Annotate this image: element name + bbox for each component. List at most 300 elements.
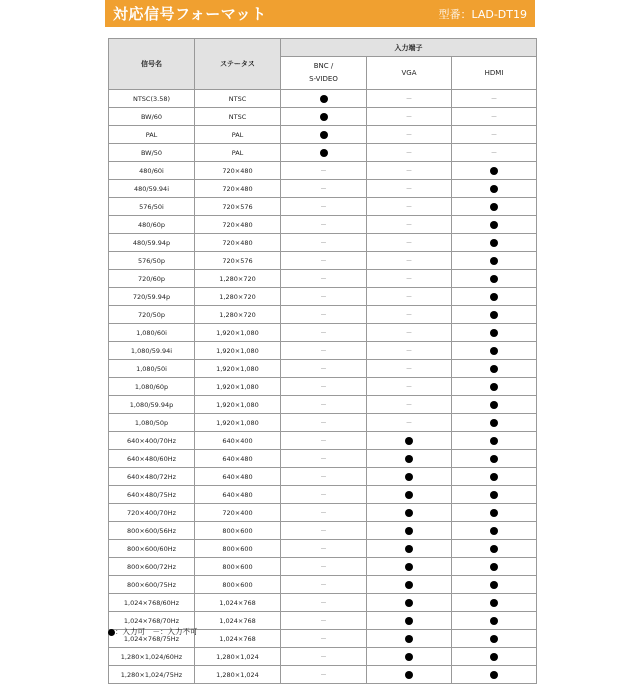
header-signal: 信号名 [109,39,195,90]
table-row [109,396,537,414]
status-cell: 1,920×1,080 [195,378,281,396]
hdmi-cell [452,468,537,486]
bnc-cell [281,576,367,594]
supported-dot-icon [490,527,498,535]
hdmi-cell [452,630,537,648]
status-cell: 1,280×1,024 [195,648,281,666]
bnc-cell [281,504,367,522]
unsupported-dash: － [490,130,498,139]
status-cell: 720×576 [195,198,281,216]
vga-cell [367,486,452,504]
signal-cell: 1,024×768/75Hz [109,630,195,648]
table-row [109,198,537,216]
vga-cell [367,360,452,378]
unsupported-dash: － [320,580,327,589]
table-row [109,306,537,324]
legend-dot-icon [108,629,115,636]
hdmi-cell [452,378,537,396]
unsupported-dash: － [405,148,413,157]
vga-cell [367,540,452,558]
unsupported-dash: － [405,256,413,265]
hdmi-cell [452,180,537,198]
status-cell: PAL [195,126,281,144]
status-cell: 640×480 [195,486,281,504]
bnc-cell [281,486,367,504]
unsupported-dash: － [320,364,327,373]
unsupported-dash: － [320,454,327,463]
vga-cell [367,612,452,630]
supported-dot-icon [490,419,498,427]
table-row [109,504,537,522]
bnc-cell [281,666,367,684]
hdmi-cell [452,558,537,576]
table-row [109,288,537,306]
unsupported-dash: － [320,220,327,229]
unsupported-dash: － [320,490,327,499]
unsupported-dash: － [405,310,413,319]
unsupported-dash: － [405,400,413,409]
hdmi-cell [452,414,537,432]
unsupported-dash: － [490,148,498,157]
bnc-cell [281,252,367,270]
signal-cell: 640×480/72Hz [109,468,195,486]
vga-cell [367,414,452,432]
table-row [109,522,537,540]
table-row [109,486,537,504]
table-row [109,432,537,450]
status-cell: 1,024×768 [195,630,281,648]
hdmi-cell [452,576,537,594]
unsupported-dash: － [405,418,413,427]
unsupported-dash: － [320,544,327,553]
signal-cell: 800×600/60Hz [109,540,195,558]
bnc-cell [281,594,367,612]
hdmi-cell [452,450,537,468]
status-cell: 640×400 [195,432,281,450]
hdmi-cell [452,288,537,306]
status-cell: 800×600 [195,576,281,594]
hdmi-cell [452,396,537,414]
status-cell: 800×600 [195,558,281,576]
hdmi-cell [452,234,537,252]
bnc-cell [281,540,367,558]
vga-cell [367,324,452,342]
status-cell: 1,280×720 [195,288,281,306]
hdmi-cell [452,108,537,126]
signal-cell: 640×480/60Hz [109,450,195,468]
status-cell: 1,920×1,080 [195,360,281,378]
supported-dot-icon [490,473,498,481]
supported-dot-icon [320,95,328,103]
supported-dot-icon [405,563,413,571]
unsupported-dash: － [320,184,327,193]
unsupported-dash: － [405,112,413,121]
vga-cell [367,216,452,234]
table-row [109,576,537,594]
bnc-cell [281,270,367,288]
supported-dot-icon [490,581,498,589]
unsupported-dash: － [320,166,327,175]
table-row [109,450,537,468]
status-cell: 1,024×768 [195,594,281,612]
signal-cell: 1,024×768/70Hz [109,612,195,630]
bnc-cell [281,432,367,450]
page-title: 対応信号フォーマット [113,5,267,23]
supported-dot-icon [405,617,413,625]
legend [108,626,198,637]
unsupported-dash: － [320,400,327,409]
bnc-cell [281,360,367,378]
unsupported-dash: － [320,238,327,247]
hdmi-cell [452,306,537,324]
bnc-cell [281,126,367,144]
bnc-cell [281,414,367,432]
vga-cell [367,180,452,198]
vga-cell [367,432,452,450]
signal-cell: 1,080/59.94i [109,342,195,360]
supported-dot-icon [405,455,413,463]
hdmi-cell [452,360,537,378]
signal-cell: 480/59.94i [109,180,195,198]
supported-dot-icon [490,617,498,625]
supported-dot-icon [490,239,498,247]
supported-dot-icon [405,635,413,643]
vga-cell [367,144,452,162]
supported-dot-icon [490,599,498,607]
supported-dot-icon [490,293,498,301]
unsupported-dash: － [320,310,327,319]
bnc-cell [281,522,367,540]
table-row [109,342,537,360]
table-row [109,270,537,288]
hdmi-cell [452,486,537,504]
signal-cell: 640×480/75Hz [109,486,195,504]
vga-cell [367,108,452,126]
status-cell: NTSC [195,108,281,126]
supported-dot-icon [320,131,328,139]
supported-dot-icon [490,437,498,445]
signal-cell: 640×400/70Hz [109,432,195,450]
supported-dot-icon [405,581,413,589]
unsupported-dash: － [320,526,327,535]
bnc-cell [281,378,367,396]
status-cell: 800×600 [195,522,281,540]
bnc-cell [281,234,367,252]
header-bnc-line2: S-VIDEO [309,75,338,83]
supported-dot-icon [490,365,498,373]
status-cell: 1,280×1,024 [195,666,281,684]
table-row [109,216,537,234]
hdmi-cell [452,324,537,342]
table-row [109,558,537,576]
vga-cell [367,630,452,648]
signal-cell: 1,024×768/60Hz [109,594,195,612]
unsupported-dash: － [490,112,498,121]
hdmi-cell [452,594,537,612]
status-cell: NTSC [195,90,281,108]
legend-no-text: －：入力不可 [152,627,198,636]
bnc-cell [281,144,367,162]
supported-dot-icon [320,149,328,157]
unsupported-dash: － [405,184,413,193]
signal-cell: 720×400/70Hz [109,504,195,522]
signal-cell: NTSC(3.58) [109,90,195,108]
signal-cell: 1,080/60p [109,378,195,396]
bnc-cell [281,324,367,342]
table-row [109,234,537,252]
signal-cell: 720/60p [109,270,195,288]
signal-cell: BW/50 [109,144,195,162]
supported-dot-icon [490,653,498,661]
bnc-cell [281,108,367,126]
table-row [109,414,537,432]
status-cell: PAL [195,144,281,162]
hdmi-cell [452,612,537,630]
unsupported-dash: － [320,508,327,517]
bnc-cell [281,90,367,108]
unsupported-dash: － [405,346,413,355]
unsupported-dash: － [320,292,327,301]
status-cell: 720×480 [195,180,281,198]
status-cell: 1,280×720 [195,306,281,324]
hdmi-cell [452,666,537,684]
hdmi-cell [452,432,537,450]
signal-cell: 576/50i [109,198,195,216]
signal-cell: 576/50p [109,252,195,270]
status-cell: 720×400 [195,504,281,522]
vga-cell [367,198,452,216]
table-row [109,594,537,612]
supported-dot-icon [490,671,498,679]
hdmi-cell [452,270,537,288]
header-vga: VGA [367,57,452,90]
table-row [109,162,537,180]
unsupported-dash: － [405,328,413,337]
supported-dot-icon [405,509,413,517]
supported-dot-icon [405,599,413,607]
status-cell: 720×576 [195,252,281,270]
unsupported-dash: － [320,634,327,643]
vga-cell [367,576,452,594]
unsupported-dash: － [405,130,413,139]
unsupported-dash: － [405,94,413,103]
model-number: 型番：LAD-DT19 [438,7,527,21]
hdmi-cell [452,522,537,540]
vga-cell [367,522,452,540]
bnc-cell [281,450,367,468]
supported-dot-icon [490,563,498,571]
signal-cell: 1,080/59.94p [109,396,195,414]
vga-cell [367,342,452,360]
supported-dot-icon [490,455,498,463]
unsupported-dash: － [320,616,327,625]
supported-dot-icon [405,653,413,661]
supported-dot-icon [490,221,498,229]
unsupported-dash: － [405,238,413,247]
vga-cell [367,252,452,270]
unsupported-dash: － [320,274,327,283]
hdmi-cell [452,198,537,216]
table-row [109,360,537,378]
unsupported-dash: － [320,436,327,445]
supported-dot-icon [490,311,498,319]
unsupported-dash: － [320,562,327,571]
supported-dot-icon [405,491,413,499]
vga-cell [367,90,452,108]
signal-cell: 1,280×1,024/75Hz [109,666,195,684]
vga-cell [367,648,452,666]
vga-cell [367,468,452,486]
vga-cell [367,594,452,612]
hdmi-cell [452,252,537,270]
status-cell: 1,920×1,080 [195,396,281,414]
supported-dot-icon [490,491,498,499]
supported-dot-icon [490,167,498,175]
table-row [109,144,537,162]
table-row [109,324,537,342]
status-cell: 720×480 [195,234,281,252]
unsupported-dash: － [405,220,413,229]
hdmi-cell [452,144,537,162]
bnc-cell [281,648,367,666]
table-row [109,108,537,126]
bnc-cell [281,342,367,360]
vga-cell [367,306,452,324]
signal-cell: 800×600/72Hz [109,558,195,576]
bnc-cell [281,216,367,234]
vga-cell [367,666,452,684]
header-bnc [281,57,367,90]
supported-dot-icon [490,383,498,391]
supported-dot-icon [405,545,413,553]
table-row [109,378,537,396]
status-cell: 720×480 [195,162,281,180]
vga-cell [367,396,452,414]
signal-cell: 1,280×1,024/60Hz [109,648,195,666]
status-cell: 1,920×1,080 [195,324,281,342]
status-cell: 640×480 [195,450,281,468]
bnc-cell [281,180,367,198]
vga-cell [367,162,452,180]
supported-dot-icon [405,437,413,445]
unsupported-dash: － [405,364,413,373]
status-cell: 720×480 [195,216,281,234]
status-cell: 1,920×1,080 [195,414,281,432]
signal-cell: 800×600/75Hz [109,576,195,594]
vga-cell [367,558,452,576]
hdmi-cell [452,162,537,180]
supported-dot-icon [405,671,413,679]
supported-dot-icon [490,329,498,337]
signal-cell: 800×600/56Hz [109,522,195,540]
signal-cell: 1,080/60i [109,324,195,342]
supported-dot-icon [490,185,498,193]
header-input-group: 入力端子 [281,39,537,57]
signal-cell: PAL [109,126,195,144]
supported-dot-icon [490,509,498,517]
vga-cell [367,378,452,396]
table-row [109,648,537,666]
unsupported-dash: － [320,652,327,661]
table-row [109,180,537,198]
bnc-cell [281,288,367,306]
signal-cell: 480/59.94p [109,234,195,252]
unsupported-dash: － [320,256,327,265]
table-row [109,126,537,144]
hdmi-cell [452,126,537,144]
vga-cell [367,234,452,252]
hdmi-cell [452,648,537,666]
unsupported-dash: － [405,202,413,211]
signal-cell: 480/60i [109,162,195,180]
signal-cell: 1,080/50p [109,414,195,432]
status-cell: 640×480 [195,468,281,486]
vga-cell [367,288,452,306]
hdmi-cell [452,342,537,360]
supported-dot-icon [490,275,498,283]
table-row [109,468,537,486]
signal-cell: 480/60p [109,216,195,234]
unsupported-dash: － [320,382,327,391]
header-status: ステータス [195,39,281,90]
hdmi-cell [452,540,537,558]
supported-dot-icon [490,401,498,409]
bnc-cell [281,198,367,216]
vga-cell [367,270,452,288]
supported-dot-icon [405,473,413,481]
status-cell: 1,920×1,080 [195,342,281,360]
unsupported-dash: － [405,274,413,283]
vga-cell [367,450,452,468]
bnc-cell [281,468,367,486]
unsupported-dash: － [405,166,413,175]
unsupported-dash: － [320,328,327,337]
unsupported-dash: － [320,202,327,211]
title-banner [105,0,535,27]
table-row [109,540,537,558]
header-bnc-line1: BNC / [313,62,334,70]
signal-cell: 720/50p [109,306,195,324]
hdmi-cell [452,504,537,522]
supported-dot-icon [320,113,328,121]
bnc-cell [281,630,367,648]
status-cell: 1,024×768 [195,612,281,630]
unsupported-dash: － [320,670,327,679]
supported-dot-icon [490,257,498,265]
bnc-cell [281,612,367,630]
status-cell: 1,280×720 [195,270,281,288]
table-row [109,90,537,108]
unsupported-dash: － [320,598,327,607]
table-row [109,666,537,684]
status-cell: 800×600 [195,540,281,558]
signal-format-table [108,38,537,684]
supported-dot-icon [490,347,498,355]
vga-cell [367,126,452,144]
hdmi-cell [452,216,537,234]
signal-cell: 720/59.94p [109,288,195,306]
supported-dot-icon [490,545,498,553]
bnc-cell [281,558,367,576]
supported-dot-icon [405,527,413,535]
unsupported-dash: － [320,346,327,355]
unsupported-dash: － [320,472,327,481]
legend-yes-text: ：入力可 [115,627,145,636]
unsupported-dash: － [320,418,327,427]
bnc-cell [281,306,367,324]
unsupported-dash: － [405,292,413,301]
vga-cell [367,504,452,522]
